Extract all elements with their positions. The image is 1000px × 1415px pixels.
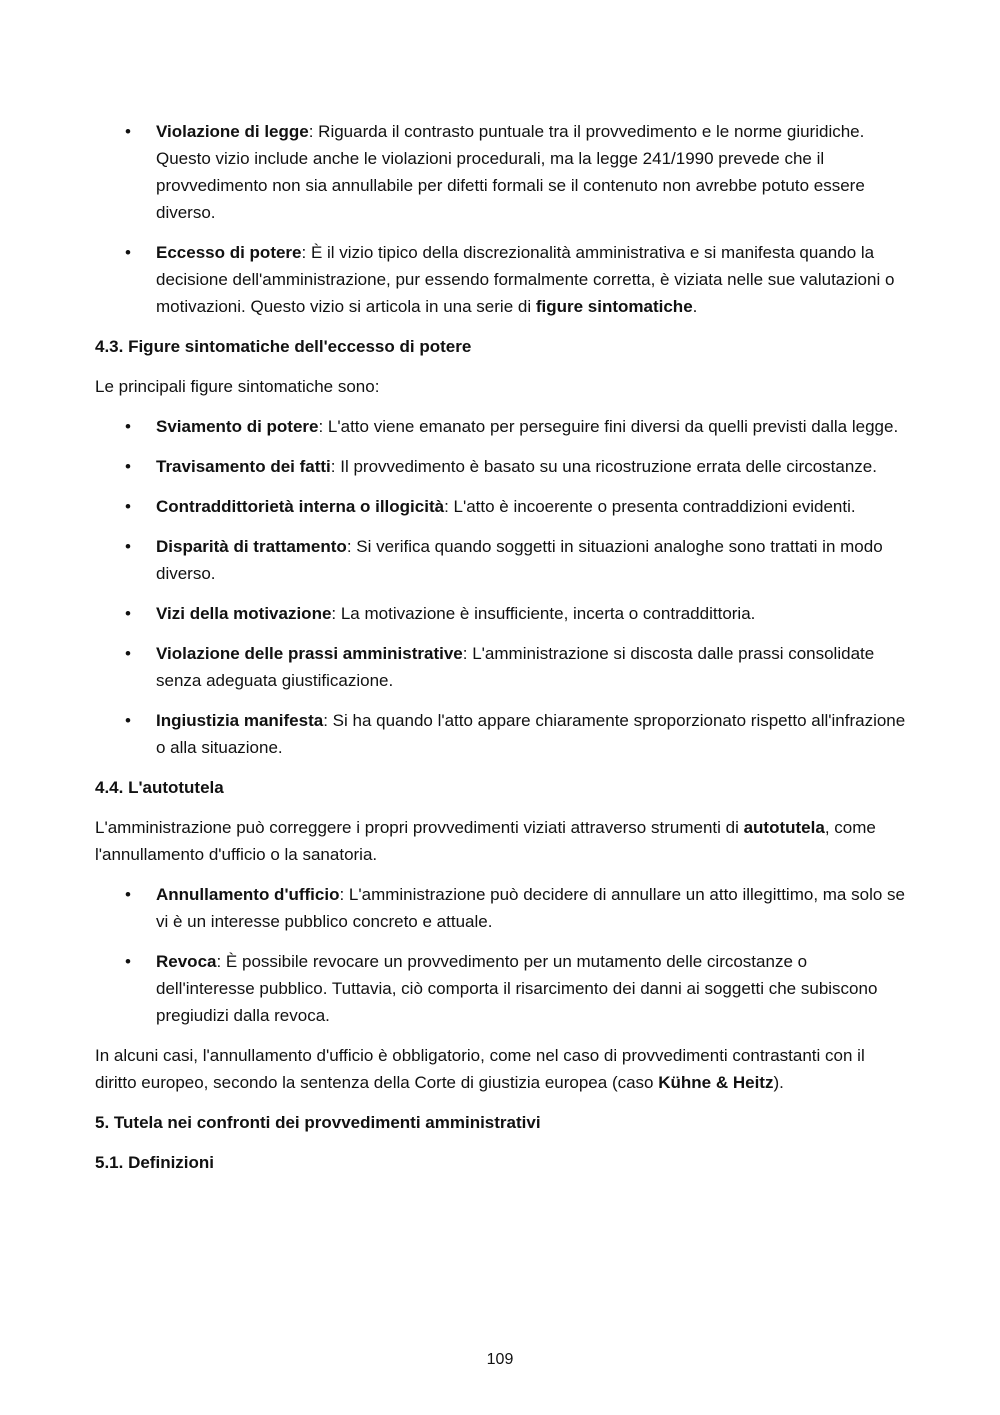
- item-text: : È il vizio tipico della discrezionalità amministrativa e si manifesta quando la decisione dell'amministrazione, pur essendo formalmente corretta, è viziata nelle sue valutazioni o motivazioni. Questo vizio si articola in una serie di: [156, 243, 895, 316]
- paragraph-annullamento-obbligatorio: [95, 1042, 910, 1096]
- paragraph-autotutela: [95, 814, 910, 868]
- bullet-icon: •: [125, 952, 131, 971]
- item-text: : L'amministrazione può decidere di annullare un atto illegittimo, ma solo se vi è un interesse pubblico concreto e attuale.: [156, 885, 905, 931]
- para-text-end: ).: [773, 1073, 784, 1092]
- term: Disparità di trattamento: [156, 537, 347, 556]
- term-inline: figure sintomatiche: [535, 297, 693, 316]
- para-bold: autotutela: [743, 818, 825, 837]
- list-item: [95, 239, 910, 320]
- list-item: [95, 533, 910, 587]
- page-number: 109: [486, 1351, 514, 1368]
- bullet-icon: •: [125, 122, 131, 141]
- section-heading-5-1: 5.1. Definizioni: [95, 1153, 215, 1172]
- bullet-list-autotutela: [95, 881, 910, 1029]
- para-text-end: , come l'annullamento d'ufficio o la sanatoria.: [95, 818, 876, 864]
- list-item: [95, 413, 910, 440]
- para-text: In alcuni casi, l'annullamento d'ufficio è obbligatorio, come nel caso di provvedimenti contrastanti con il diritto europeo, secondo la sentenza della Corte di giustizia europea (caso: [95, 1046, 865, 1092]
- item-text: : Riguarda il contrasto puntuale tra il provvedimento e le norme giuridiche. Questo vizio include anche le violazioni procedurali, ma la legge 241/1990 prevede che il provvedimento non sia annullabile per difetti formali se il contenuto non avrebbe potuto essere diverso.: [156, 122, 865, 222]
- item-text: : Si verifica quando soggetti in situazioni analoghe sono trattati in modo diverso.: [156, 537, 883, 583]
- term: Annullamento d'ufficio: [156, 885, 340, 904]
- item-text: : L'atto è incoerente o presenta contraddizioni evidenti.: [444, 497, 856, 516]
- para-text: L'amministrazione può correggere i propri provvedimenti viziati attraverso strumenti di: [95, 818, 744, 837]
- item-text: : La motivazione è insufficiente, incerta o contraddittoria.: [331, 604, 756, 623]
- bullet-icon: •: [125, 644, 131, 663]
- section-heading-5: 5. Tutela nei confronti dei provvedimenti amministrativi: [95, 1113, 541, 1132]
- list-item: [95, 640, 910, 694]
- bullet-icon: •: [125, 885, 131, 904]
- bullet-icon: •: [125, 604, 131, 623]
- list-item: [95, 493, 910, 520]
- term: Ingiustizia manifesta: [156, 711, 324, 730]
- term: Violazione di legge: [156, 122, 309, 141]
- para-bold: Kühne & Heitz: [658, 1073, 774, 1092]
- item-text: : Si ha quando l'atto appare chiaramente sproporzionato rispetto all'infrazione o alla situazione.: [156, 711, 906, 757]
- item-text: : È possibile revocare un provvedimento per un mutamento delle circostanze o dell'interesse pubblico. Tuttavia, ciò comporta il risarcimento dei danni ai soggetti che subiscono pregiudizi dalla revoca.: [156, 952, 878, 1025]
- section-heading-4-4: 4.4. L'autotutela: [95, 778, 224, 797]
- term: Eccesso di potere: [156, 243, 302, 262]
- bullet-icon: •: [125, 537, 131, 556]
- bullet-icon: •: [125, 417, 131, 436]
- item-text: : L'atto viene emanato per perseguire fini diversi da quelli previsti dalla legge.: [318, 417, 899, 436]
- page-content: [95, 118, 910, 1189]
- bullet-list-vizi: [95, 118, 910, 320]
- bullet-icon: •: [125, 497, 131, 516]
- list-item: [95, 881, 910, 935]
- term: Violazione delle prassi amministrative: [156, 644, 463, 663]
- list-item: [95, 453, 910, 480]
- list-item: [95, 118, 910, 226]
- section-intro: Le principali figure sintomatiche sono:: [95, 377, 380, 396]
- term: Sviamento di potere: [156, 417, 319, 436]
- item-text: : L'amministrazione si discosta dalle prassi consolidate senza adeguata giustificazione.: [156, 644, 875, 690]
- term: Revoca: [156, 952, 217, 971]
- section-heading-4-3: 4.3. Figure sintomatiche dell'eccesso di potere: [95, 337, 472, 356]
- list-item: [95, 707, 910, 761]
- list-item: [95, 600, 910, 627]
- bullet-list-figure-sintomatiche: [95, 413, 910, 761]
- term: Contraddittorietà interna o illogicità: [156, 497, 445, 516]
- item-text-end: .: [692, 297, 698, 316]
- term: Vizi della motivazione: [156, 604, 332, 623]
- bullet-icon: •: [125, 711, 131, 730]
- bullet-icon: •: [125, 457, 131, 476]
- item-text: : Il provvedimento è basato su una ricostruzione errata delle circostanze.: [330, 457, 877, 476]
- term: Travisamento dei fatti: [156, 457, 331, 476]
- list-item: [95, 948, 910, 1029]
- bullet-icon: •: [125, 243, 131, 262]
